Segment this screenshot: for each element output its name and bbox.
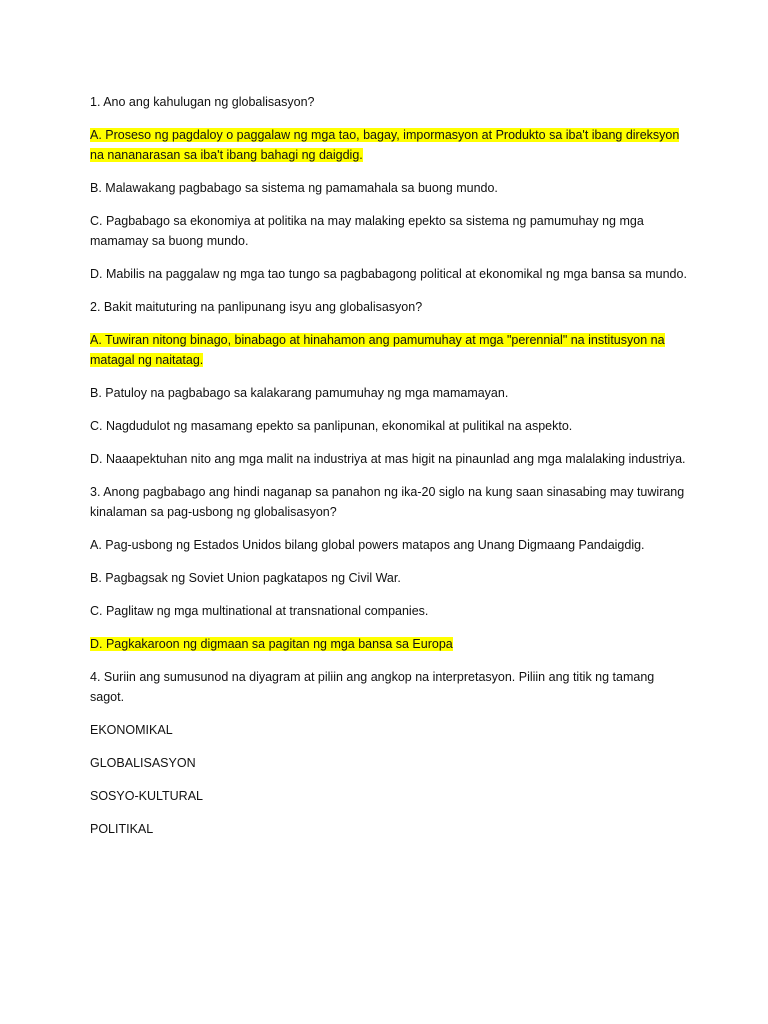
q1-choice-b: B. Malawakang pagbabago sa sistema ng pamamahala sa buong mundo. [90,181,498,195]
q2-choice-a [90,330,690,370]
highlighted-answer: A. Proseso ng pagdaloy o paggalaw ng mga tao, bagay, impormasyon at Produkto sa iba't ibang direksyon na nananarasan sa iba't ibang bahagi ng daigdig. [90,128,680,162]
question-3: 3. Anong pagbabago ang hindi naganap sa panahon ng ika-20 siglo na kung saan sinasabing may tuwirang kinalaman sa pag-usbong ng globalisasyon? [90,485,685,519]
q3-choice-b: B. Pagbagsak ng Soviet Union pagkatapos ng Civil War. [90,571,401,585]
question-1: 1. Ano ang kahulugan ng globalisasyon? [90,95,315,109]
diagram-label-politikal: POLITIKAL [90,822,154,836]
q3-choice-a: A. Pag-usbong ng Estados Unidos bilang global powers matapos ang Unang Digmaang Pandaigdig. [90,538,645,552]
question-4: 4. Suriin ang sumusunod na diyagram at piliin ang angkop na interpretasyon. Piliin ang titik ng tamang sagot. [90,670,655,704]
q1-choice-a [90,125,690,165]
q2-choice-b: B. Patuloy na pagbabago sa kalakarang pamumuhay ng mga mamamayan. [90,386,509,400]
q1-choice-d: D. Mabilis na paggalaw ng mga tao tungo sa pagbabagong political at ekonomikal ng mga bansa sa mundo. [90,267,687,281]
q3-choice-c: C. Paglitaw ng mga multinational at transnational companies. [90,604,429,618]
diagram-label-sosyo-kultural: SOSYO-KULTURAL [90,789,203,803]
q2-choice-c: C. Nagdudulot ng masamang epekto sa panlipunan, ekonomikal at pulitikal na aspekto. [90,419,573,433]
diagram-label-globalisasyon: GLOBALISASYON [90,756,196,770]
q1-choice-c: C. Pagbabago sa ekonomiya at politika na may malaking epekto sa sistema ng pamumuhay ng mga mamamay sa buong mundo. [90,214,644,248]
highlighted-answer: A. Tuwiran nitong binago, binabago at hinahamon ang pamumuhay at mga "perennial" na institusyon na matagal ng naitatag. [90,333,665,367]
document-page [90,92,690,852]
q2-choice-d: D. Naaapektuhan nito ang mga malit na industriya at mas higit na pinaunlad ang mga malalaking industriya. [90,452,686,466]
question-2: 2. Bakit maituturing na panlipunang isyu ang globalisasyon? [90,300,423,314]
diagram-label-ekonomikal: EKONOMIKAL [90,723,173,737]
highlighted-answer: D. Pagkakaroon ng digmaan sa pagitan ng mga bansa sa Europa [90,637,453,651]
q3-choice-d [90,634,690,654]
